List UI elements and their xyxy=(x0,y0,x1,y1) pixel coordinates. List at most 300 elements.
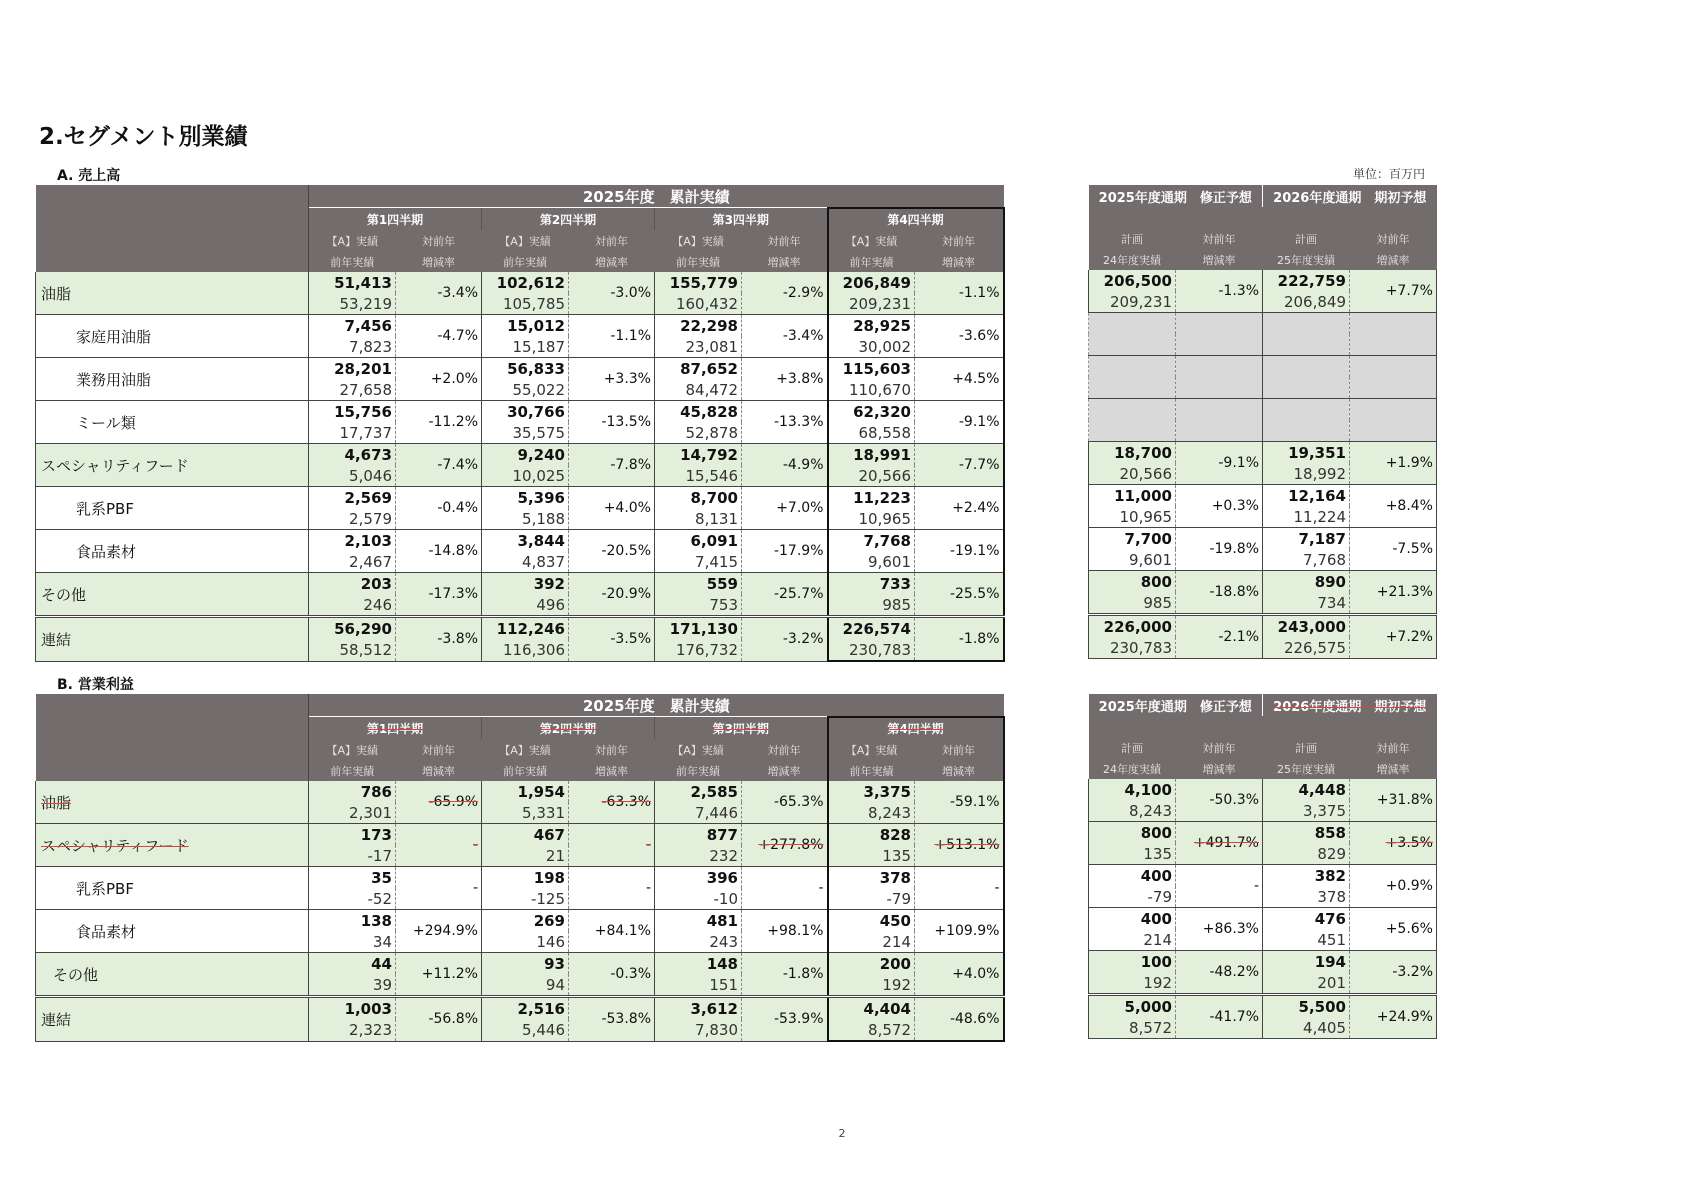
prior-year-value: 10,965 xyxy=(828,508,915,530)
actual-value: 877 xyxy=(655,824,742,846)
change-rate xyxy=(569,617,655,662)
prior-year-value: 214 xyxy=(828,931,915,953)
prior-year-value: -79 xyxy=(828,888,915,910)
prior-year-value: 151 xyxy=(655,974,742,997)
actual-value: 148 xyxy=(655,953,742,975)
actual-value: 51,413 xyxy=(309,272,396,293)
plan-prior-value xyxy=(1089,377,1176,399)
plan-value: 7,700 xyxy=(1089,528,1176,550)
plan-prior-value: 985 xyxy=(1089,592,1176,615)
prior-year-value: 985 xyxy=(828,594,915,617)
change-rate xyxy=(742,444,828,487)
prior-year-value: 58,512 xyxy=(309,639,396,661)
prior-year-value: 55,022 xyxy=(482,379,569,401)
change-rate-text: -1.1% xyxy=(610,328,651,344)
change-rate-text: - xyxy=(645,837,651,853)
change-rate-text: -65.3% xyxy=(773,794,824,810)
subheader-sub1: 対前年 xyxy=(767,743,801,757)
plan-change-rate xyxy=(1176,908,1263,951)
plan-change-rate-text: +3.5% xyxy=(1385,835,1433,851)
actual-value: 5,396 xyxy=(482,487,569,509)
section-label-sales: A. 売上高 xyxy=(57,168,121,184)
change-rate xyxy=(396,358,482,401)
plan-change-rate-text: -2.1% xyxy=(1218,629,1259,645)
change-rate xyxy=(742,358,828,401)
quarter-header-3 xyxy=(655,717,828,739)
change-rate xyxy=(742,272,828,315)
change-rate-text: -3.8% xyxy=(437,631,478,648)
plan-value: 222,759 xyxy=(1263,270,1350,291)
prior-year-value: 5,188 xyxy=(482,508,569,530)
actual-value: 15,756 xyxy=(309,401,396,423)
change-rate-text: -7.8% xyxy=(610,457,651,473)
plan-value: 800 xyxy=(1089,571,1176,593)
plan-prior-value: -79 xyxy=(1089,886,1176,908)
plan-change-rate xyxy=(1176,528,1263,571)
actual-value: 2,516 xyxy=(482,997,569,1020)
change-rate-text: +294.9% xyxy=(412,923,478,939)
plan-subheader: 対前年 xyxy=(1202,741,1236,755)
actual-value: 87,652 xyxy=(655,358,742,380)
prior-year-value: 84,472 xyxy=(655,379,742,401)
change-rate xyxy=(569,315,655,358)
plan-change-rate xyxy=(1350,995,1437,1039)
change-rate-text: -7.7% xyxy=(958,457,1000,473)
subheader-sub1: 【A】実績 xyxy=(499,743,551,757)
actual-value: 1,954 xyxy=(482,781,569,802)
actual-value: 269 xyxy=(482,910,569,932)
actual-value: 4,404 xyxy=(828,997,915,1020)
plan-header-blank xyxy=(1263,207,1350,228)
plan-prior-value: 734 xyxy=(1263,592,1350,615)
subheader-sub1: 【A】実績 xyxy=(828,230,915,251)
plan-change-rate xyxy=(1350,528,1437,571)
change-rate-text: +513.1% xyxy=(934,837,1000,853)
plan-change-rate xyxy=(1176,571,1263,615)
change-rate xyxy=(396,573,482,617)
row-label-text: 食品素材 xyxy=(76,542,137,561)
subheader-sub2: 前年実績 xyxy=(503,255,547,269)
actual-value: 450 xyxy=(828,910,915,932)
plan-prior-value xyxy=(1263,377,1350,399)
row-label-text: 連結 xyxy=(41,1010,72,1029)
change-rate-text: -48.6% xyxy=(949,1011,1000,1027)
change-rate-text: -4.7% xyxy=(437,328,478,344)
subheader-sub2: 前年実績 xyxy=(828,760,915,781)
actual-value: 6,091 xyxy=(655,530,742,552)
row-label xyxy=(36,272,309,315)
change-rate xyxy=(915,953,1004,997)
subheader-sub1: 【A】実績 xyxy=(672,743,724,757)
plan-subheader: 増減率 xyxy=(1376,253,1410,267)
quarter-label: 第3四半期 xyxy=(712,721,769,736)
plan-prior-value: 135 xyxy=(1089,843,1176,865)
change-rate xyxy=(915,617,1004,662)
change-rate-text: +4.0% xyxy=(603,500,651,516)
subheader-sub2: 前年実績 xyxy=(676,255,720,269)
subheader-sub2: 前年実績 xyxy=(676,764,720,778)
actual-value: 28,201 xyxy=(309,358,396,380)
change-rate-text: -2.9% xyxy=(782,285,824,301)
change-rate-text: -56.8% xyxy=(428,1011,478,1028)
change-rate xyxy=(396,315,482,358)
prior-year-value: 23,081 xyxy=(655,336,742,358)
change-rate-text: +2.0% xyxy=(430,371,478,387)
subheader-sub2: 増減率 xyxy=(422,255,455,269)
prior-year-value: 7,415 xyxy=(655,551,742,573)
prior-year-value: 8,572 xyxy=(828,1019,915,1041)
operating-profit-results-table xyxy=(35,694,1005,1042)
prior-year-value: 135 xyxy=(828,845,915,867)
actual-value: 392 xyxy=(482,573,569,595)
change-rate-text: -20.9% xyxy=(601,586,651,602)
prior-year-value: 21 xyxy=(482,845,569,867)
change-rate-text: +2.4% xyxy=(952,500,1000,516)
actual-value: 14,792 xyxy=(655,444,742,466)
quarter-header-1: 第1四半期 xyxy=(309,208,482,230)
change-rate-text: -13.3% xyxy=(773,414,824,430)
prior-year-value: 17,737 xyxy=(309,422,396,444)
plan-subheader: 対前年 xyxy=(1376,741,1410,755)
row-label-text: 家庭用油脂 xyxy=(76,327,152,346)
header-title: 2025年度 累計実績 xyxy=(582,187,730,206)
plan-value: 11,000 xyxy=(1089,485,1176,507)
actual-value: 56,290 xyxy=(309,617,396,640)
plan-change-rate-text: +0.3% xyxy=(1211,498,1259,514)
change-rate xyxy=(915,824,1004,867)
change-rate-text: -59.1% xyxy=(949,794,1000,810)
actual-value: 200 xyxy=(828,953,915,975)
prior-year-value: 5,446 xyxy=(482,1019,569,1041)
change-rate xyxy=(742,997,828,1042)
subheader-sub2: 前年実績 xyxy=(503,764,547,778)
plan-change-rate-text: -41.7% xyxy=(1209,1009,1259,1025)
change-rate xyxy=(742,781,828,824)
plan-value xyxy=(1263,313,1350,335)
prior-year-value: 53,219 xyxy=(309,293,396,315)
plan-subheader: 増減率 xyxy=(1202,253,1236,267)
prior-year-value: 15,546 xyxy=(655,465,742,487)
change-rate xyxy=(569,530,655,573)
change-rate xyxy=(569,867,655,910)
actual-value: 28,925 xyxy=(828,315,915,337)
change-rate-text: +11.2% xyxy=(421,966,478,982)
change-rate-text: -3.2% xyxy=(782,631,824,648)
prior-year-value: 68,558 xyxy=(828,422,915,444)
change-rate xyxy=(742,910,828,953)
actual-value: 198 xyxy=(482,867,569,889)
operating-profit-plan-table xyxy=(1088,694,1437,1039)
subheader-sub1: 対前年 xyxy=(595,743,628,757)
prior-year-value: 105,785 xyxy=(482,293,569,315)
row-label xyxy=(36,444,309,487)
plan-prior-value: 209,231 xyxy=(1089,291,1176,313)
actual-value: 102,612 xyxy=(482,272,569,293)
change-rate-text: - xyxy=(818,880,824,896)
subheader-sub1: 【A】実績 xyxy=(828,739,915,760)
actual-value: 226,574 xyxy=(828,617,915,640)
page-title: 2.セグメント別業績 xyxy=(39,124,248,150)
plan-value xyxy=(1089,356,1176,378)
change-rate xyxy=(569,824,655,867)
plan-change-rate xyxy=(1176,865,1263,908)
change-rate xyxy=(396,444,482,487)
sales-results-table xyxy=(35,185,1005,662)
plan-prior-value: 3,375 xyxy=(1263,800,1350,822)
plan-group-label: 2026年度通期 期初予想 xyxy=(1273,699,1427,715)
plan-value: 890 xyxy=(1263,571,1350,593)
quarter-header-2 xyxy=(482,717,655,739)
subheader-sub2: 増減率 xyxy=(595,764,628,778)
subheader-sub1: 対前年 xyxy=(422,234,455,248)
plan-prior-value: 18,992 xyxy=(1263,463,1350,485)
header-corner xyxy=(36,694,309,781)
plan-change-rate xyxy=(1350,779,1437,822)
subheader-sub2: 増減率 xyxy=(422,764,455,778)
plan-change-rate xyxy=(1176,822,1263,865)
change-rate-text: -17.9% xyxy=(773,543,824,559)
row-label-text: 乳系PBF xyxy=(76,879,134,898)
plan-change-rate xyxy=(1350,270,1437,313)
plan-value: 382 xyxy=(1263,865,1350,887)
prior-year-value: 246 xyxy=(309,594,396,617)
change-rate-text: - xyxy=(645,880,651,896)
plan-change-rate-text: +31.8% xyxy=(1376,792,1433,808)
change-rate-text: +98.1% xyxy=(767,923,824,939)
plan-change-rate-text: +21.3% xyxy=(1376,584,1433,600)
prior-year-value: 243 xyxy=(655,931,742,953)
change-rate-text: -3.0% xyxy=(610,285,651,301)
prior-year-value: 8,243 xyxy=(828,802,915,824)
row-label-text: 連結 xyxy=(41,630,72,649)
plan-prior-value: 829 xyxy=(1263,843,1350,865)
row-label-text: 油脂 xyxy=(41,284,72,303)
plan-subheader: 計画 xyxy=(1121,741,1143,755)
prior-year-value: 35,575 xyxy=(482,422,569,444)
actual-value: 467 xyxy=(482,824,569,846)
prior-year-value: 15,187 xyxy=(482,336,569,358)
prior-year-value: 753 xyxy=(655,594,742,617)
actual-value: 2,569 xyxy=(309,487,396,509)
change-rate xyxy=(915,573,1004,617)
actual-value: 733 xyxy=(828,573,915,595)
plan-change-rate-text: +8.4% xyxy=(1385,498,1433,514)
row-label xyxy=(36,867,309,910)
section-label-operating-profit: B. 営業利益 xyxy=(57,677,134,693)
prior-year-value: 116,306 xyxy=(482,639,569,661)
subheader-sub1: 対前年 xyxy=(915,230,1004,251)
change-rate xyxy=(396,781,482,824)
plan-prior-value: 9,601 xyxy=(1089,549,1176,571)
change-rate xyxy=(742,487,828,530)
actual-value: 3,375 xyxy=(828,781,915,802)
actual-value: 44 xyxy=(309,953,396,975)
actual-value: 15,012 xyxy=(482,315,569,337)
plan-prior-value: 4,405 xyxy=(1263,1017,1350,1039)
change-rate xyxy=(396,617,482,662)
change-rate xyxy=(569,358,655,401)
plan-change-rate-text: - xyxy=(1253,878,1259,894)
plan-value: 7,187 xyxy=(1263,528,1350,550)
actual-value: 30,766 xyxy=(482,401,569,423)
plan-header-blank xyxy=(1176,716,1263,737)
plan-prior-value xyxy=(1263,334,1350,356)
row-label xyxy=(36,910,309,953)
actual-value: 828 xyxy=(828,824,915,846)
actual-value: 2,103 xyxy=(309,530,396,552)
row-label xyxy=(36,315,309,358)
plan-group-label: 2025年度通期 修正予想 xyxy=(1098,699,1252,715)
subheader-sub1: 対前年 xyxy=(595,234,628,248)
change-rate-text: -13.5% xyxy=(601,414,651,430)
quarter-label: 第1四半期 xyxy=(366,721,424,736)
change-rate-text: -25.5% xyxy=(949,586,1000,602)
prior-year-value: 39 xyxy=(309,974,396,997)
plan-prior-value: 214 xyxy=(1089,929,1176,951)
plan-subheader: 増減率 xyxy=(1202,762,1236,776)
row-label xyxy=(36,824,309,867)
plan-subheader: 対前年 xyxy=(1376,232,1410,246)
header-corner xyxy=(36,185,309,272)
row-label-text: その他 xyxy=(53,965,99,984)
plan-change-rate xyxy=(1176,995,1263,1039)
subheader-sub1: 【A】実績 xyxy=(499,234,551,248)
row-label xyxy=(36,530,309,573)
plan-value: 400 xyxy=(1089,865,1176,887)
plan-group-label: 2026年度通期 期初予想 xyxy=(1273,190,1427,206)
prior-year-value: 94 xyxy=(482,974,569,997)
plan-value: 4,100 xyxy=(1089,779,1176,800)
plan-header-blank xyxy=(1089,207,1176,228)
quarter-header-4 xyxy=(828,717,1004,739)
plan-prior-value: 226,575 xyxy=(1263,637,1350,659)
actual-value: 2,585 xyxy=(655,781,742,802)
plan-subheader: 計画 xyxy=(1121,232,1143,246)
actual-value: 138 xyxy=(309,910,396,932)
actual-value: 9,240 xyxy=(482,444,569,466)
change-rate-text: -11.2% xyxy=(428,414,478,430)
change-rate xyxy=(569,401,655,444)
plan-value xyxy=(1263,356,1350,378)
change-rate xyxy=(915,487,1004,530)
plan-change-rate xyxy=(1176,779,1263,822)
plan-change-rate-text: -19.8% xyxy=(1209,541,1259,557)
prior-year-value: 20,566 xyxy=(828,465,915,487)
subheader-sub2: 増減率 xyxy=(767,764,801,778)
prior-year-value: 52,878 xyxy=(655,422,742,444)
change-rate-text: -53.8% xyxy=(601,1011,651,1028)
subheader-sub2: 増減率 xyxy=(595,255,628,269)
plan-change-rate-text: -7.5% xyxy=(1392,541,1433,557)
prior-year-value: 5,331 xyxy=(482,802,569,824)
change-rate xyxy=(742,953,828,997)
plan-value: 19,351 xyxy=(1263,442,1350,464)
change-rate xyxy=(915,997,1004,1042)
actual-value: 203 xyxy=(309,573,396,595)
actual-value: 7,456 xyxy=(309,315,396,337)
change-rate-text: -3.4% xyxy=(437,285,478,301)
change-rate-text: -1.8% xyxy=(958,631,1000,647)
change-rate xyxy=(915,867,1004,910)
subheader-sub2: 増減率 xyxy=(915,760,1004,781)
prior-year-value: 4,837 xyxy=(482,551,569,573)
plan-change-rate xyxy=(1176,356,1263,399)
change-rate xyxy=(915,401,1004,444)
plan-change-rate-text: +5.6% xyxy=(1385,921,1433,937)
change-rate xyxy=(396,401,482,444)
plan-value: 5,500 xyxy=(1263,995,1350,1018)
plan-prior-value: 192 xyxy=(1089,972,1176,995)
plan-subheader: 対前年 xyxy=(1202,232,1236,246)
plan-change-rate-text: +7.2% xyxy=(1385,629,1433,645)
plan-subheader: 25年度実績 xyxy=(1277,762,1335,776)
plan-change-rate-text: -50.3% xyxy=(1209,792,1259,808)
prior-year-value: -17 xyxy=(309,845,396,867)
plan-change-rate xyxy=(1350,313,1437,356)
row-label-text: スペシャリティフード xyxy=(41,456,189,475)
subheader-sub2: 前年実績 xyxy=(330,255,375,269)
subheader-sub2: 増減率 xyxy=(767,255,801,269)
actual-value: 155,779 xyxy=(655,272,742,293)
subheader-sub1: 【A】実績 xyxy=(326,234,379,248)
row-label-text: 乳系PBF xyxy=(76,499,134,518)
prior-year-value: 34 xyxy=(309,931,396,953)
plan-header-blank xyxy=(1350,207,1437,228)
subheader-sub1: 【A】実績 xyxy=(326,743,379,757)
prior-year-value: 496 xyxy=(482,594,569,617)
plan-value: 476 xyxy=(1263,908,1350,930)
plan-change-rate xyxy=(1350,571,1437,615)
actual-value: 1,003 xyxy=(309,997,396,1020)
change-rate-text: -3.5% xyxy=(610,631,651,648)
plan-change-rate-text: -3.2% xyxy=(1392,964,1433,980)
plan-subheader: 計画 xyxy=(1295,232,1317,246)
plan-prior-value: 378 xyxy=(1263,886,1350,908)
plan-change-rate xyxy=(1350,399,1437,442)
header-title: 2025年度 累計実績 xyxy=(582,696,730,715)
change-rate xyxy=(915,444,1004,487)
plan-value: 5,000 xyxy=(1089,995,1176,1018)
prior-year-value: 2,579 xyxy=(309,508,396,530)
plan-subheader: 24年度実績 xyxy=(1103,253,1161,267)
quarter-label: 第2四半期 xyxy=(539,721,597,736)
change-rate-text: -63.3% xyxy=(601,794,651,810)
prior-year-value: -10 xyxy=(655,888,742,910)
actual-value: 112,246 xyxy=(482,617,569,640)
change-rate xyxy=(742,617,828,662)
actual-value: 481 xyxy=(655,910,742,932)
change-rate xyxy=(396,997,482,1042)
row-label-text: 業務用油脂 xyxy=(76,370,152,389)
change-rate-text: -17.3% xyxy=(428,586,478,602)
plan-value: 243,000 xyxy=(1263,615,1350,638)
actual-value: 378 xyxy=(828,867,915,889)
row-label xyxy=(36,573,309,617)
plan-change-rate xyxy=(1176,399,1263,442)
plan-change-rate xyxy=(1350,951,1437,995)
plan-change-rate xyxy=(1176,615,1263,659)
change-rate xyxy=(742,573,828,617)
actual-value: 3,612 xyxy=(655,997,742,1020)
change-rate xyxy=(396,487,482,530)
plan-value: 858 xyxy=(1263,822,1350,844)
actual-value: 396 xyxy=(655,867,742,889)
plan-change-rate xyxy=(1176,313,1263,356)
prior-year-value: 160,432 xyxy=(655,293,742,315)
change-rate xyxy=(915,358,1004,401)
change-rate xyxy=(396,530,482,573)
plan-change-rate-text: -48.2% xyxy=(1209,964,1259,980)
